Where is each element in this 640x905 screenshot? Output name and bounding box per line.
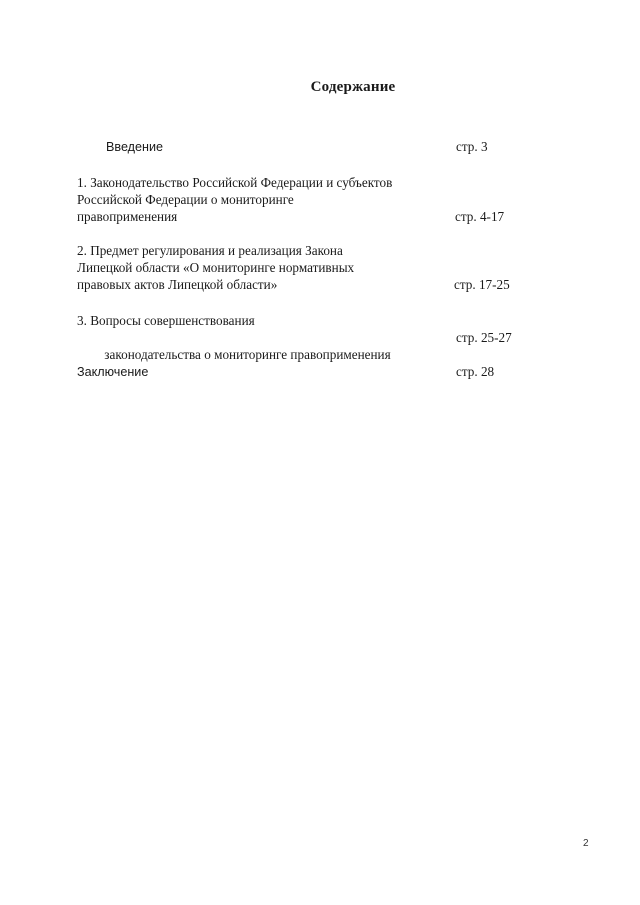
toc-entry-line: правовых актов Липецкой области»	[77, 277, 278, 292]
toc-entry-line: Российской Федерации о мониторинге	[77, 192, 294, 207]
toc-entry-page: стр. 3	[456, 139, 488, 154]
toc-entry-line: правоприменения	[77, 209, 178, 224]
toc-entry-label: Заключение	[77, 365, 149, 379]
toc-entry-line: Липецкой области «О мониторинге нормативных	[77, 260, 355, 275]
toc-entry-page: стр. 25-27	[456, 330, 512, 345]
toc-entry-line: 3. Вопросы совершенствования	[77, 313, 255, 328]
page-number: 2	[583, 838, 589, 849]
toc-entry-section-3	[77, 312, 537, 362]
page-title: Содержание	[310, 79, 396, 95]
toc-entry-conclusion	[77, 363, 537, 380]
toc-entry-line: 2. Предмет регулирования и реализация Закона	[77, 243, 343, 258]
toc-entry-introduction	[77, 138, 537, 155]
toc-entry-label: Введение	[106, 140, 164, 154]
toc-entry-line: законодательства о мониторинге правоприменения	[101, 347, 391, 362]
toc-entry-page: стр. 4-17	[455, 209, 505, 224]
toc-entry-section-1	[77, 174, 537, 225]
toc-entry-page: стр. 17-25	[454, 277, 510, 292]
toc-entry-page: стр. 28	[456, 364, 495, 379]
toc-entry-line: 1. Законодательство Российской Федерации и субъектов	[77, 175, 393, 190]
toc-entry-section-2	[77, 242, 537, 293]
